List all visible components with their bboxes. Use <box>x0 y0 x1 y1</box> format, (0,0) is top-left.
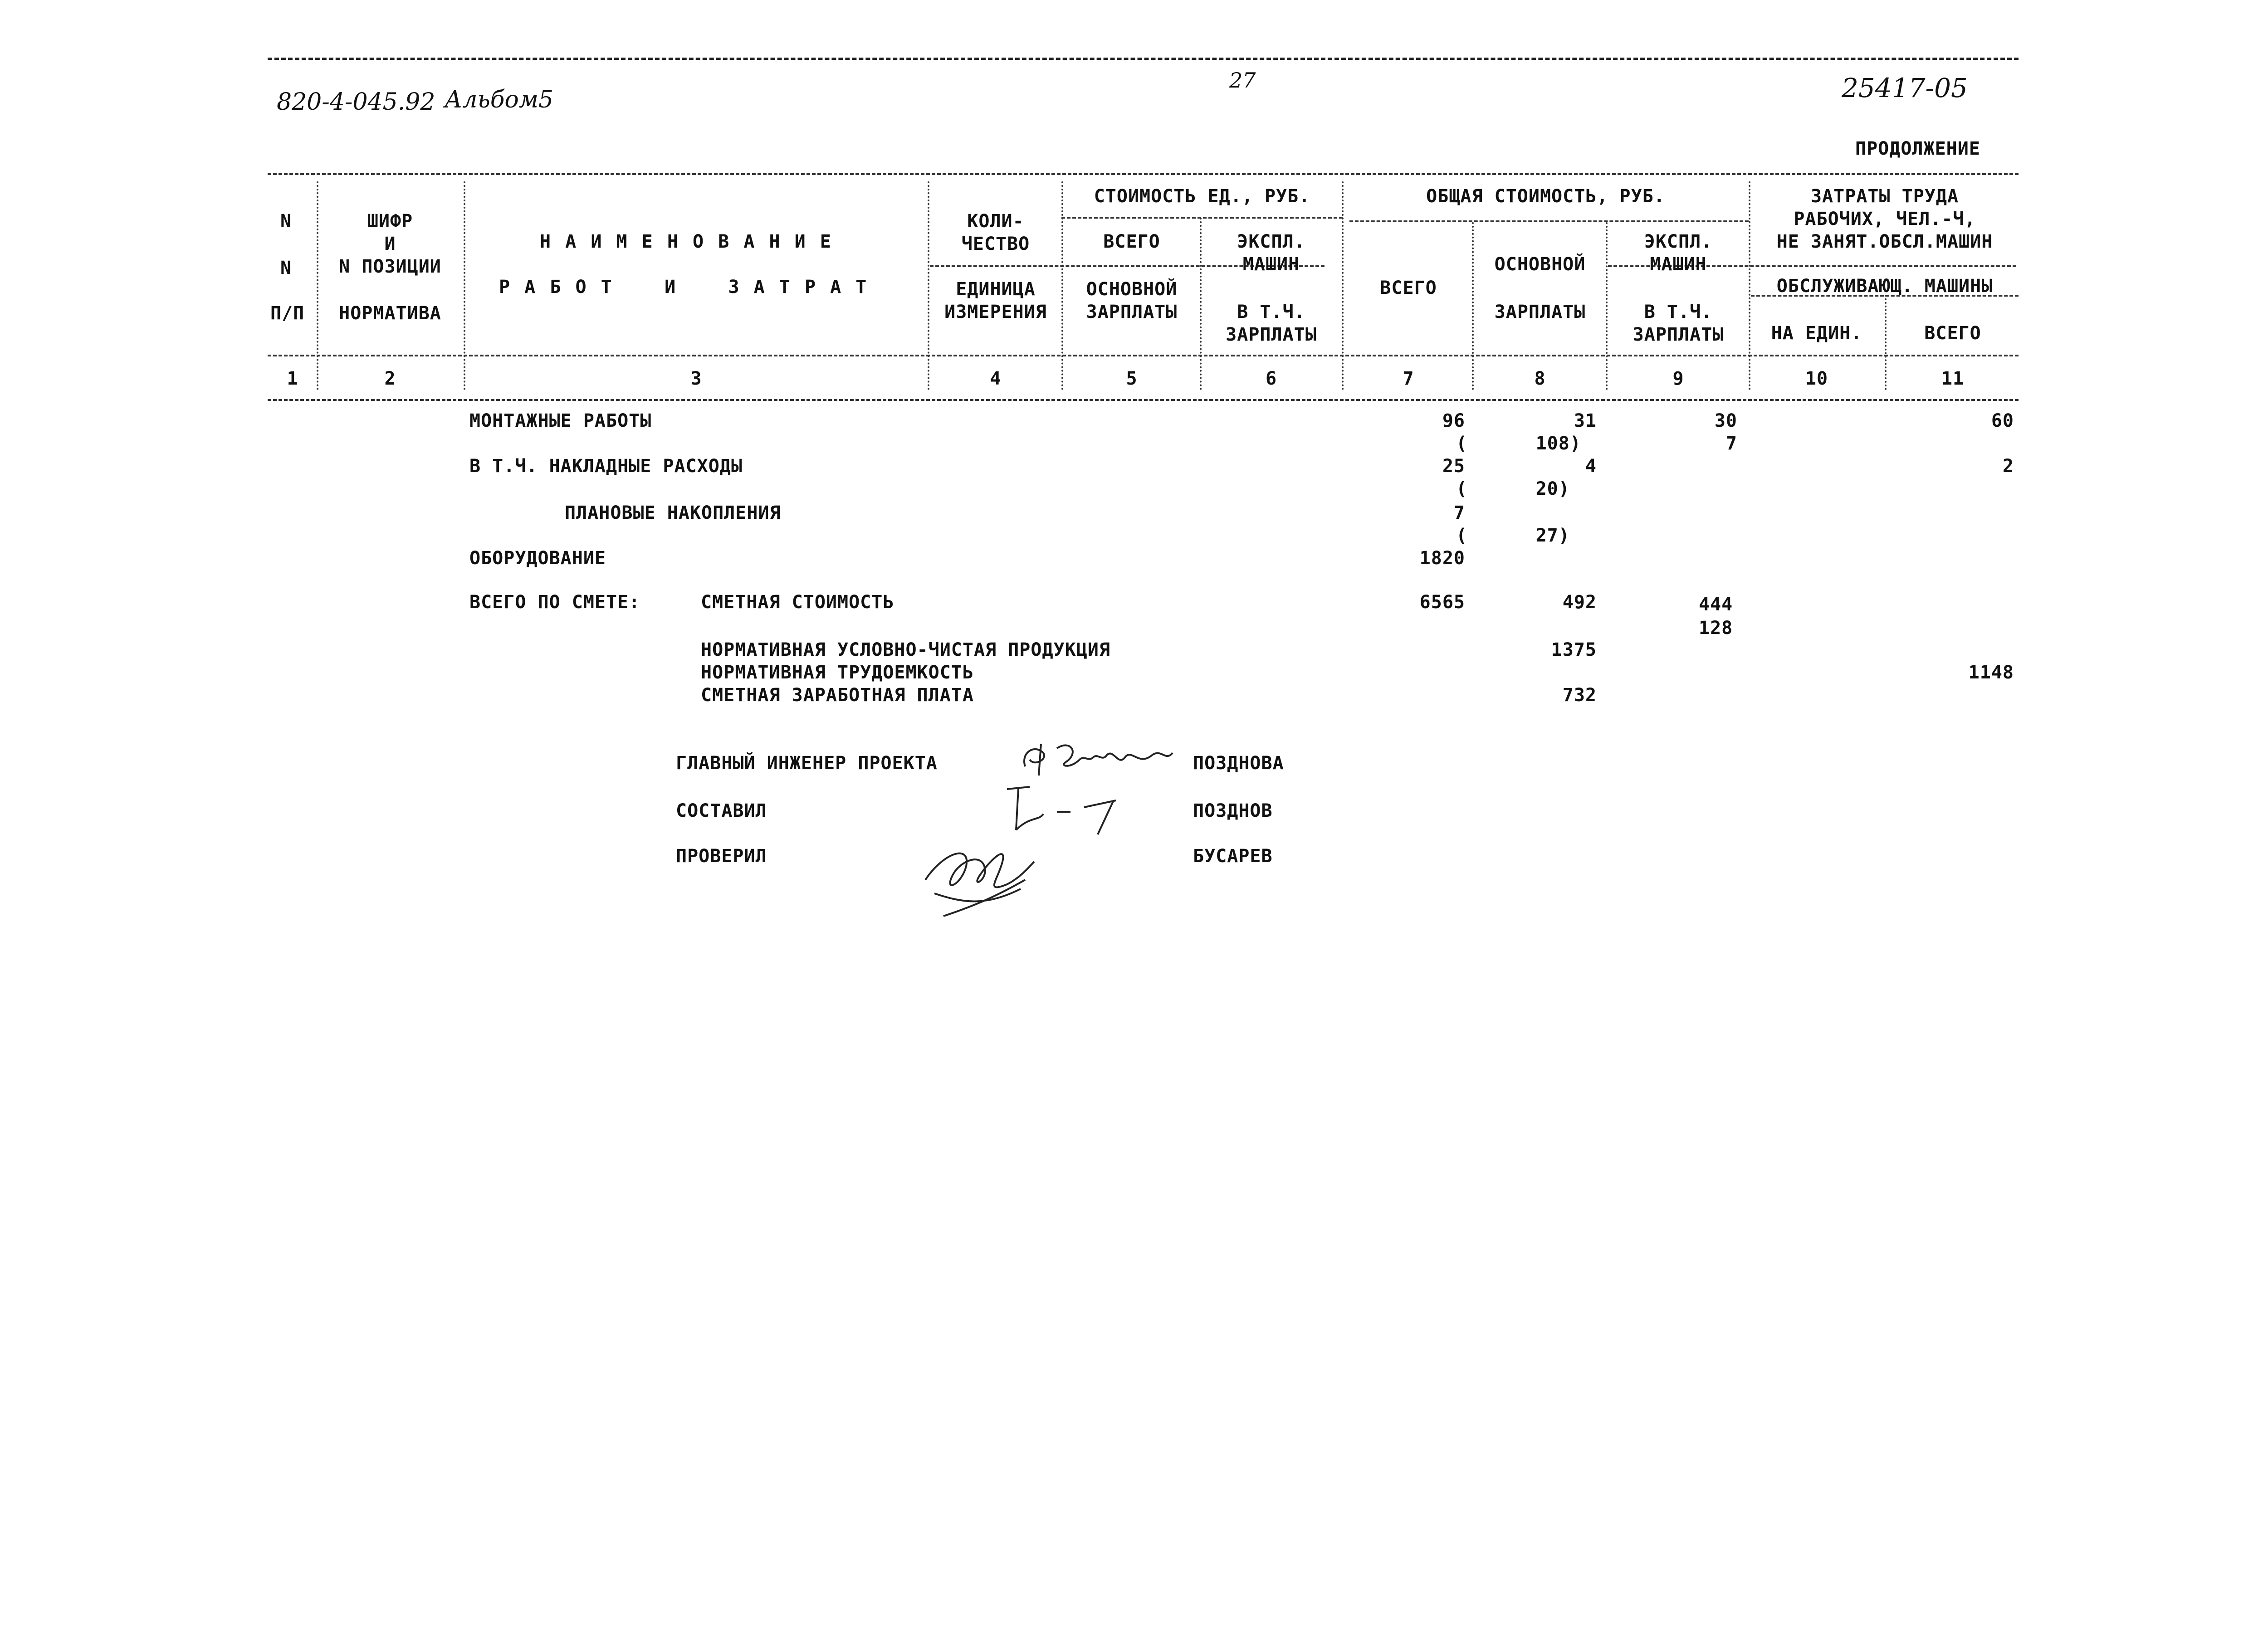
row-wage-c8: 732 <box>1562 685 1597 706</box>
hdr-col6-t1: ЭКСПЛ. <box>1237 231 1305 252</box>
page-number: 27 <box>1229 68 1256 93</box>
col-sep-3 <box>928 181 929 390</box>
hdr-qty-1: КОЛИ- <box>967 211 1024 232</box>
colnum-10: 10 <box>1805 368 1828 389</box>
hdr-col6-b2: ЗАРПЛАТЫ <box>1226 324 1317 345</box>
hdr-col7: ВСЕГО <box>1380 278 1437 298</box>
col-sep-6 <box>1342 181 1344 390</box>
col-sep-9 <box>1749 181 1750 390</box>
col-sep-4 <box>1061 181 1063 390</box>
hdr-col9-t1: ЭКСПЛ. <box>1644 231 1713 252</box>
row-montage-c9b: 7 <box>1725 433 1737 454</box>
hdr-unit-2: ИЗМЕРЕНИЯ <box>944 302 1047 322</box>
sig-name-compiled: ПОЗДНОВ <box>1193 800 1273 821</box>
colnum-2: 2 <box>384 368 396 389</box>
row-montage-c7: 96 <box>1442 410 1465 431</box>
hdr-col8-2: ЗАРПЛАТЫ <box>1494 302 1586 322</box>
col-sep-8 <box>1606 222 1608 390</box>
hdr-n1: N <box>280 211 292 232</box>
numbers-bottom-rule <box>268 399 2019 401</box>
colnum-5: 5 <box>1126 368 1138 389</box>
colnum-4: 4 <box>990 368 1002 389</box>
row-savings-c8b: ( 27) <box>1456 525 1570 546</box>
colnum-8: 8 <box>1534 368 1546 389</box>
continuation-label: ПРОДОЛЖЕНИЕ <box>1855 138 1980 159</box>
row-total-c8: 492 <box>1562 592 1597 613</box>
colnum-9: 9 <box>1672 368 1684 389</box>
header-bottom-rule <box>268 355 2019 356</box>
hdr-total-cost: ОБЩАЯ СТОИМОСТЬ, РУБ. <box>1426 186 1665 207</box>
row-overhead-c8: 4 <box>1585 456 1597 477</box>
col-sep-5 <box>1200 218 1202 390</box>
colnum-3: 3 <box>690 368 702 389</box>
hdr-col5-b2: ЗАРПЛАТЫ <box>1086 302 1178 322</box>
sig-role-checked: ПРОВЕРИЛ <box>676 846 767 867</box>
sig-name-chief: ПОЗДНОВА <box>1193 753 1284 774</box>
colnum-6: 6 <box>1265 368 1277 389</box>
hdr-col9-b2: ЗАРПЛАТЫ <box>1633 324 1724 345</box>
hdr-unit-1: ЕДИНИЦА <box>956 279 1036 300</box>
unit-cost-subrule <box>1061 217 1343 219</box>
colnum-7: 7 <box>1403 368 1414 389</box>
hdr-col11: ВСЕГО <box>1924 323 1981 344</box>
row-montage-c9: 30 <box>1714 410 1737 431</box>
row-equipment-label: ОБОРУДОВАНИЕ <box>469 548 606 569</box>
row-norm-labor-c11: 1148 <box>1968 662 2014 683</box>
hdr-labor-3: НЕ ЗАНЯТ.ОБСЛ.МАШИН <box>1776 231 1993 252</box>
row-savings-c7: 7 <box>1453 502 1465 523</box>
hdr-col5-b1: ОСНОВНОЙ <box>1086 279 1178 300</box>
row-montage-c8: 31 <box>1574 410 1597 431</box>
row-total-c7: 6565 <box>1419 592 1465 613</box>
signature-checked <box>916 825 1061 925</box>
doc-number: 25417-05 <box>1842 73 1968 103</box>
col-sep-7 <box>1472 222 1474 390</box>
sig-role-compiled: СОСТАВИЛ <box>676 800 767 821</box>
row-equipment-c7: 1820 <box>1419 548 1465 569</box>
hdr-name-line2: Р А Б О Т И З А Т Р А Т <box>499 277 869 298</box>
row-montage-label: МОНТАЖНЫЕ РАБОТЫ <box>469 410 652 431</box>
album-label: Альбом5 <box>445 86 554 113</box>
hdr-col9-b1: В Т.Ч. <box>1644 302 1713 322</box>
hdr-col5-top: ВСЕГО <box>1103 231 1160 252</box>
row-total-c9: 444 <box>1699 594 1733 615</box>
col-sep-2 <box>464 181 465 390</box>
row-total-sublabel: СМЕТНАЯ СТОИМОСТЬ <box>701 592 894 613</box>
hdr-col10: НА ЕДИН. <box>1771 323 1862 344</box>
doc-code: 820-4-045.92 <box>277 88 435 116</box>
row-montage-c8b: ( 108) <box>1456 433 1581 454</box>
hdr-labor-2: РАБОЧИХ, ЧЕЛ.-Ч, <box>1794 209 1976 229</box>
hdr-cipher: ШИФР <box>367 211 413 232</box>
hdr-labor-sub: ОБСЛУЖИВАЮЩ. МАШИНЫ <box>1776 276 1993 297</box>
col-sep-10 <box>1885 295 1887 390</box>
hdr-pp: П/П <box>270 303 305 324</box>
row-montage-c11: 60 <box>1991 410 2014 431</box>
hdr-unit-cost: СТОИМОСТЬ ЕД., РУБ. <box>1094 186 1310 207</box>
total-cost-subrule <box>1349 220 1749 222</box>
row-total-label: ВСЕГО ПО СМЕТЕ: <box>469 592 640 613</box>
row-overhead-label: В Т.Ч. НАКЛАДНЫЕ РАСХОДЫ <box>469 456 743 477</box>
hdr-norm: НОРМАТИВА <box>339 303 441 324</box>
top-rule <box>268 58 2019 60</box>
sig-name-checked: БУСАРЕВ <box>1193 846 1273 867</box>
hdr-n2: N <box>280 258 292 278</box>
colnum-1: 1 <box>287 368 298 389</box>
hdr-qty-2: ЧЕСТВО <box>961 234 1030 254</box>
row-savings-label: ПЛАНОВЫЕ НАКОПЛЕНИЯ <box>565 502 781 523</box>
hdr-col6-b1: В Т.Ч. <box>1237 302 1305 322</box>
hdr-col6-t2: МАШИН <box>1242 254 1300 275</box>
row-overhead-c11: 2 <box>2002 456 2014 477</box>
row-norm-product-label: НОРМАТИВНАЯ УСЛОВНО-ЧИСТАЯ ПРОДУКЦИЯ <box>701 639 1110 660</box>
colnum-11: 11 <box>1941 368 1965 389</box>
row-total-c9b: 128 <box>1699 618 1733 639</box>
row-overhead-c7: 25 <box>1442 456 1465 477</box>
row-wage-label: СМЕТНАЯ ЗАРАБОТНАЯ ПЛАТА <box>701 685 974 706</box>
table-top-rule <box>268 173 2019 175</box>
hdr-col9-t2: МАШИН <box>1650 254 1707 275</box>
row-norm-labor-label: НОРМАТИВНАЯ ТРУДОЕМКОСТЬ <box>701 662 974 683</box>
hdr-labor-1: ЗАТРАТЫ ТРУДА <box>1810 186 1959 207</box>
sig-role-chief: ГЛАВНЫЙ ИНЖЕНЕР ПРОЕКТА <box>676 753 938 774</box>
row-overhead-c8b: ( 20) <box>1456 478 1570 499</box>
hdr-col8-1: ОСНОВНОЙ <box>1494 254 1586 275</box>
hdr-position: N ПОЗИЦИИ <box>339 256 441 277</box>
hdr-name-line1: Н А И М Е Н О В А Н И Е <box>540 231 833 252</box>
col-sep-1 <box>317 181 318 390</box>
row-norm-product-c8: 1375 <box>1551 639 1597 660</box>
hdr-and: И <box>384 234 396 254</box>
